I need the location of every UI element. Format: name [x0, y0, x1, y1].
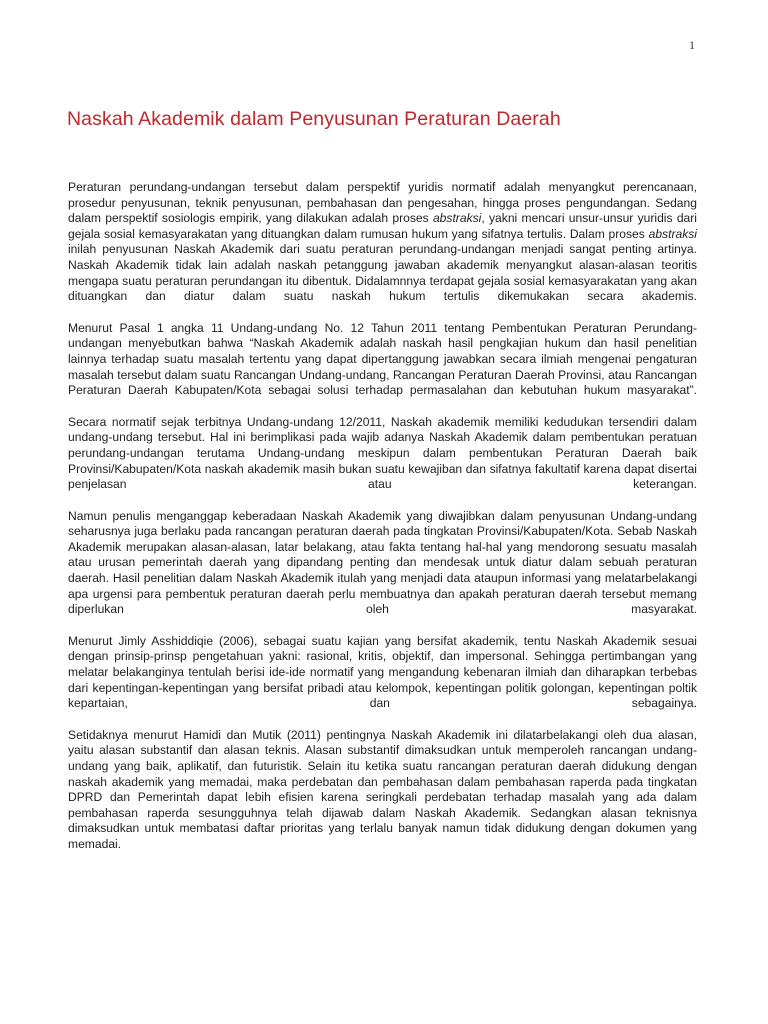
- paragraph-1-italic-1: abstraksi: [432, 211, 482, 226]
- paragraph-5: Menurut Jimly Asshiddiqie (2006), sebagai suatu kajian yang bersifat akademik, tentu Naskah Akademik sesuai dengan prinsip-prinsp pengetahuan yakni: rasional, kritis, objektif, dan impersonal. Sehingga pertimbangan yang melatar belakanginya tentulah berisi ide-ide normatif yang mengandung kebenaran ilmiah dan diharapkan terbebas dari kepentingan-kepentingan yang bersifat pribadi atau kelompok, kepentingan politik golongan, kepentingan poltik kepartaian, dan sebagainya.: [68, 633, 697, 711]
- document-title: Naskah Akademik dalam Penyusunan Peraturan Daerah: [67, 108, 561, 130]
- page-number: 1: [689, 38, 695, 52]
- paragraph-2: Menurut Pasal 1 angka 11 Undang-undang No. 12 Tahun 2011 tentang Pembentukan Peraturan Perundang-undangan menyebutkan bahwa “Naskah Akademik adalah naskah hasil pengkajian hukum dan hasil penelitian lainnya terhadap suatu masalah tertentu yang dapat dipertanggung jawabkan secara ilmiah mengenai pengaturan masalah tersebut dalam suatu Rancangan Undang-undang, Rancangan Peraturan Daerah Provinsi, atau Rancangan Peraturan Daerah Kabupaten/Kota sebagai solusi terhadap permasalahan dan kebutuhan hukum masyarakat”.: [68, 320, 697, 398]
- paragraph-4: Namun penulis menganggap keberadaan Naskah Akademik yang diwajibkan dalam penyusunan Undang-undang seharusnya juga berlaku pada rancangan peraturan daerah pada tingkatan Provinsi/Kabupaten/Kota. Sebab Naskah Akademik merupakan alasan-alasan, latar belakang, atau fakta tentang hal-hal yang mendorong sesuatu masalah atau urusan pemerintah daerah yang dipandang penting dan mendesak untuk diatur dalam sebuah peraturan daerah. Hasil penelitian dalam Naskah Akademik itulah yang menjadi data ataupun informasi yang melatarbelakangi apa urgensi para pembentuk peraturan daerah perlu membuatnya dan apakah peraturan daerah tersebut memang diperlukan oleh masyarakat.: [68, 508, 697, 617]
- paragraph-1-italic-2: abstraksi: [648, 226, 697, 241]
- paragraph-1-part-2: , yakni mencari unsur-unsur yuridis dari gejala sosial kemasyarakatan yang dituangkan dalam rumusan hukum yang sifatnya tertulis. Dalam proses: [68, 211, 697, 241]
- document-body: [68, 180, 697, 869]
- paragraph-1-part-1: Peraturan perundang-undangan tersebut dalam perspektif yuridis normatif adalah menyangkut perencanaan, prosedur penyusunan, teknik penyusunan, pembahasan dan pengesahan, hingga proses pengundangan. Sedang dalam perspektif sosiologis empirik, yang dilakukan adalah proses: [68, 180, 697, 226]
- paragraph-1: [68, 180, 697, 305]
- paragraph-1-part-3: inilah penyusunan Naskah Akademik dari suatu peraturan perundang-undangan menjadi sangat penting artinya. Naskah Akademik tidak lain adalah naskah petanggung jawaban akademik menyangkut alasan-alasan teoritis mengapa suatu peraturan perundangan itu dibentuk. Didalamnnya terdapat gejala sosial kemasyarakatan yang akan dituangkan dan diatur dalam suatu naskah hukum tertulis dikemukakan secara akademis.: [68, 242, 697, 304]
- paragraph-3: Secara normatif sejak terbitnya Undang-undang 12/2011, Naskah akademik memiliki kedudukan tersendiri dalam undang-undang tersebut. Hal ini berimplikasi pada wajib adanya Naskah Akademik dalam pembentukan peratuan perundang-undangan terutama Undang-undang meskipun dalam pembentukan Peraturan Daerah baik Provinsi/Kabupaten/Kota naskah akademik masih bukan suatu kewajiban dan sifatnya fakultatif karena dapat disertai penjelasan atau keterangan.: [68, 414, 697, 492]
- paragraph-6: Setidaknya menurut Hamidi dan Mutik (2011) pentingnya Naskah Akademik ini dilatarbelakangi oleh dua alasan, yaitu alasan substantif dan alasan teknis. Alasan substantif dimaksudkan untuk memperoleh rancangan undang-undang yang baik, aplikatif, dan futuristik. Selain itu ketika suatu rancangan peraturan daerah didukung dengan naskah akademik yang memadai, maka perdebatan dan pembahasan dalam pembahasan raperda pada tingkatan DPRD dan Pemerintah dapat lebih efisien karena seringkali perdebatan terhadap masalah yang ada dalam pembahasan raperda sesungguhnya telah dijawab dalam Naskah Akademik. Sedangkan alasan teknisnya dimaksudkan untuk membatasi daftar prioritas yang terlalu banyak namun tidak didukung dengan dokumen yang memadai.: [68, 727, 697, 851]
